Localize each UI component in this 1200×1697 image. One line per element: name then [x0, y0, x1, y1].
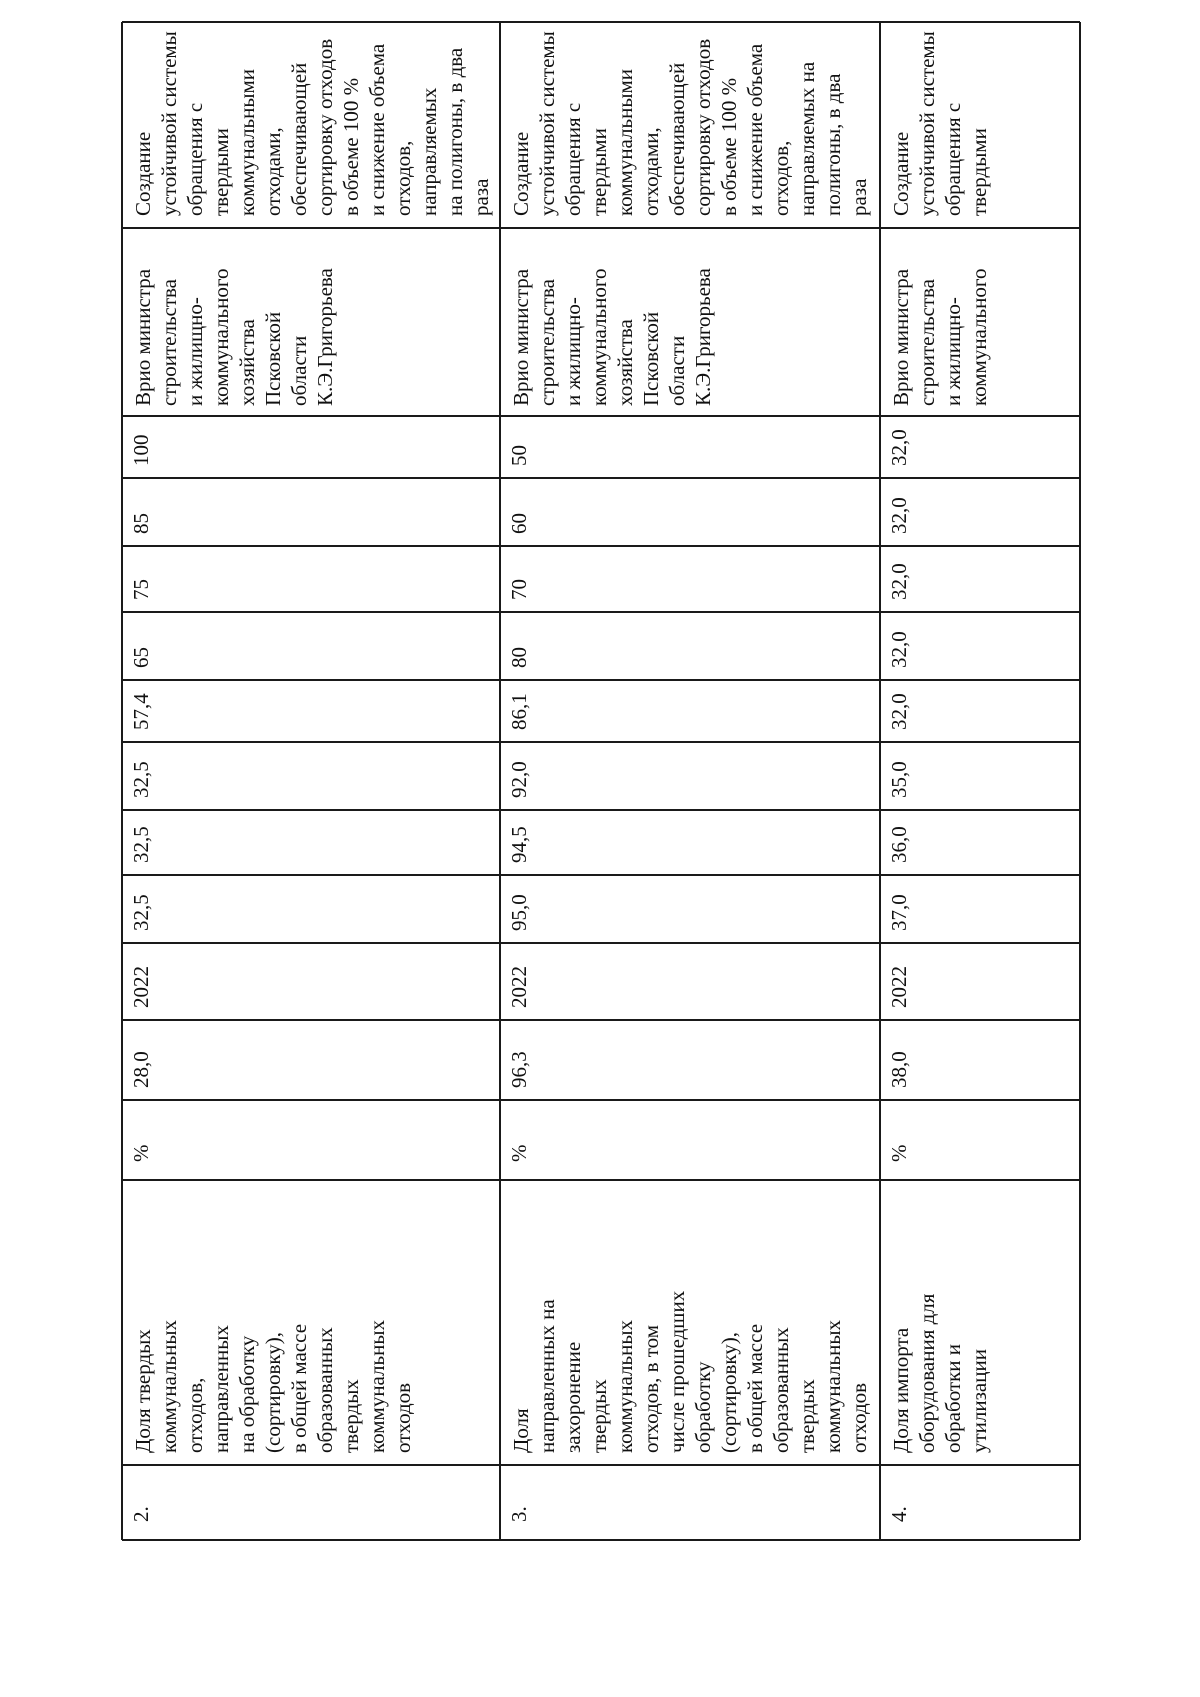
- indicator-text-line: твердых: [795, 1379, 819, 1453]
- indicator-text-line: коммунальных: [821, 1320, 845, 1453]
- result-text-line: и снижение объема: [365, 43, 389, 216]
- row-number: 4.: [887, 1506, 911, 1522]
- indicator-text-line: Доля твердых: [131, 1329, 155, 1453]
- indicator-text-line: отходов, в том: [639, 1324, 663, 1453]
- indicator-text-line: твердых: [339, 1379, 363, 1453]
- result-text-line: раза: [469, 178, 493, 216]
- result-text-line: отходов,: [769, 140, 793, 216]
- target-value-cell: 94,5: [507, 826, 531, 863]
- result-text-line: твердыми: [587, 128, 611, 216]
- responsible-text-line: К.Э.Григорьева: [691, 268, 715, 406]
- responsible-text-line: области: [665, 335, 689, 406]
- result-text-line: отходами,: [639, 127, 663, 216]
- responsible-text-line: коммунального: [209, 268, 233, 406]
- target-value-cell: 100: [129, 434, 153, 466]
- indicator-text-line: твердых: [587, 1379, 611, 1453]
- indicator-text-line: числе прошедших: [665, 1290, 689, 1453]
- result-text-line: Создание: [889, 131, 913, 216]
- responsible-text-line: Врио министра: [509, 268, 533, 406]
- target-value-cell: 85: [129, 513, 153, 534]
- result-text-line: обеспечивающей: [287, 62, 311, 216]
- result-text-line: на полигоны, в два: [443, 47, 467, 216]
- target-value-cell: 32,0: [887, 497, 911, 534]
- result-text-line: Создание: [509, 131, 533, 216]
- target-value-cell: 32,5: [129, 894, 153, 931]
- result-text-line: твердыми: [209, 128, 233, 216]
- indicator-text-line: отходов,: [183, 1377, 207, 1453]
- target-value-cell: 37,0: [887, 894, 911, 931]
- target-value-cell: 32,0: [887, 563, 911, 600]
- indicator-text-line: в общей массе: [287, 1323, 311, 1453]
- indicator-text-line: отходов: [391, 1382, 415, 1453]
- base-value-cell: 96,3: [507, 1051, 531, 1088]
- target-value-cell: 57,4: [129, 693, 153, 730]
- result-text-line: в объеме 100 %: [339, 77, 363, 216]
- target-value-cell: 86,1: [507, 693, 531, 730]
- target-value-cell: 32,5: [129, 761, 153, 798]
- target-value-cell: 50: [507, 445, 531, 466]
- row-number: 2.: [129, 1506, 153, 1522]
- responsible-text-line: К.Э.Григорьева: [313, 268, 337, 406]
- target-value-cell: 32,0: [887, 631, 911, 668]
- indicator-text-line: коммунальных: [613, 1320, 637, 1453]
- indicator-text-line: коммунальных: [365, 1320, 389, 1453]
- indicator-text-line: оборудования для: [915, 1293, 939, 1453]
- table-grid: [122, 22, 1080, 1540]
- indicator-text-line: направленных на: [535, 1299, 559, 1453]
- result-text-line: обеспечивающей: [665, 62, 689, 216]
- indicator-text-line: (сортировку),: [261, 1331, 285, 1453]
- responsible-text-line: хозяйства: [613, 319, 637, 406]
- base-year-cell: 2022: [887, 966, 911, 1008]
- result-text-line: сортировку отходов: [691, 38, 715, 216]
- indicator-text-line: на обработку: [235, 1335, 259, 1453]
- indicator-text-line: направленных: [209, 1325, 233, 1453]
- target-value-cell: 35,0: [887, 761, 911, 798]
- result-text-line: сортировку отходов: [313, 38, 337, 216]
- base-value-cell: 28,0: [129, 1051, 153, 1088]
- indicator-text-line: захоронение: [561, 1341, 585, 1453]
- target-value-cell: 32,0: [887, 693, 911, 730]
- result-text-line: устойчивой системы: [535, 31, 559, 216]
- responsible-text-line: Псковской: [261, 311, 285, 406]
- base-year-cell: 2022: [129, 966, 153, 1008]
- result-text-line: коммунальными: [235, 69, 259, 216]
- target-value-cell: 32,0: [887, 429, 911, 466]
- result-text-line: устойчивой системы: [915, 31, 939, 216]
- responsible-text-line: коммунального: [587, 268, 611, 406]
- responsible-text-line: и жилищно-: [941, 297, 965, 406]
- responsible-text-line: Врио министра: [889, 268, 913, 406]
- unit-cell: %: [129, 1144, 153, 1162]
- table-cells: [129, 31, 991, 1522]
- responsible-text-line: и жилищно-: [183, 297, 207, 406]
- target-value-cell: 65: [129, 647, 153, 668]
- target-value-cell: 92,0: [507, 761, 531, 798]
- result-text-line: твердыми: [967, 128, 991, 216]
- result-text-line: направляемых на: [795, 61, 819, 216]
- responsible-text-line: области: [287, 335, 311, 406]
- responsible-text-line: коммунального: [967, 268, 991, 406]
- indicator-text-line: образованных: [769, 1327, 793, 1453]
- indicator-text-line: Доля импорта: [889, 1327, 913, 1453]
- result-text-line: обращения с: [941, 102, 965, 216]
- result-text-line: отходов,: [391, 140, 415, 216]
- result-text-line: отходами,: [261, 127, 285, 216]
- unit-cell: %: [887, 1144, 911, 1162]
- indicator-text-line: образованных: [313, 1327, 337, 1453]
- unit-cell: %: [507, 1144, 531, 1162]
- result-text-line: в объеме 100 %: [717, 77, 741, 216]
- responsible-text-line: Псковской: [639, 311, 663, 406]
- target-value-cell: 60: [507, 513, 531, 534]
- responsible-text-line: строительства: [915, 278, 939, 406]
- result-text-line: коммунальными: [613, 69, 637, 216]
- result-text-line: направляемых: [417, 87, 441, 216]
- result-text-line: и снижение объема: [743, 43, 767, 216]
- responsible-text-line: и жилищно-: [561, 297, 585, 406]
- indicator-text-line: обработки и: [941, 1343, 965, 1453]
- result-text-line: полигоны, в два: [821, 73, 845, 216]
- indicator-text-line: утилизации: [967, 1349, 991, 1453]
- target-value-cell: 36,0: [887, 826, 911, 863]
- indicator-text-line: обработку: [691, 1361, 715, 1453]
- row-number: 3.: [507, 1506, 531, 1522]
- indicator-text-line: (сортировку),: [717, 1331, 741, 1453]
- responsible-text-line: хозяйства: [235, 319, 259, 406]
- responsible-text-line: строительства: [157, 278, 181, 406]
- target-value-cell: 80: [507, 647, 531, 668]
- responsible-text-line: Врио министра: [131, 268, 155, 406]
- result-text-line: раза: [847, 178, 871, 216]
- result-text-line: устойчивой системы: [157, 31, 181, 216]
- target-value-cell: 95,0: [507, 894, 531, 931]
- responsible-text-line: строительства: [535, 278, 559, 406]
- indicator-text-line: коммунальных: [157, 1320, 181, 1453]
- indicator-text-line: Доля: [509, 1408, 533, 1453]
- indicator-text-line: отходов: [847, 1382, 871, 1453]
- target-value-cell: 70: [507, 579, 531, 600]
- result-text-line: обращения с: [183, 102, 207, 216]
- indicator-text-line: в общей массе: [743, 1323, 767, 1453]
- result-text-line: обращения с: [561, 102, 585, 216]
- base-year-cell: 2022: [507, 966, 531, 1008]
- base-value-cell: 38,0: [887, 1051, 911, 1088]
- target-value-cell: 32,5: [129, 826, 153, 863]
- result-text-line: Создание: [131, 131, 155, 216]
- target-value-cell: 75: [129, 579, 153, 600]
